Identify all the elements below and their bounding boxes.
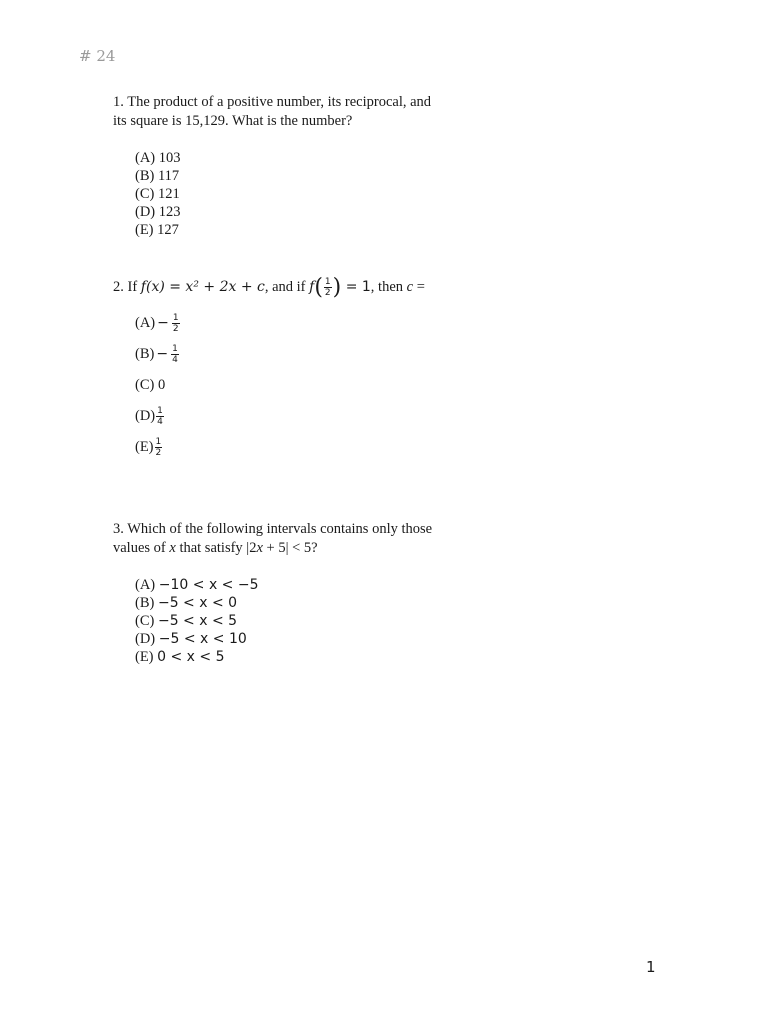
choice-expression: −5 < x < 10: [158, 631, 247, 647]
choice-2b: [135, 339, 473, 370]
question-2-prefix: 2. If: [113, 279, 141, 295]
choice-3e: [135, 648, 473, 666]
choice-1c: (C) 121: [135, 186, 180, 202]
choice-letter: (A): [135, 577, 156, 593]
choice-2d: [135, 401, 473, 432]
question-1-line-1: 1. The product of a positive number, its reciprocal, and: [113, 94, 432, 110]
choice-1e: (E) 127: [135, 222, 179, 238]
question-3-choices: [135, 576, 473, 666]
question-2-mid: , and if: [264, 279, 310, 295]
choice-3c: [135, 612, 473, 630]
choice-fraction: [155, 437, 163, 458]
question-2-equals: =: [413, 279, 425, 295]
choice-expression: 0 < x < 5: [157, 649, 225, 665]
choice-2c: [135, 370, 473, 401]
fraction-denominator: 2: [324, 288, 331, 298]
page-label: # 24: [79, 47, 116, 65]
question-3-x-symbol-2: x: [256, 540, 263, 556]
choice-2e: [135, 432, 473, 463]
question-3-line-2b: that satisfy |2: [175, 540, 257, 556]
choice-letter: (E): [135, 649, 154, 665]
question-2: [113, 277, 473, 463]
choice-letter: (D): [135, 631, 156, 647]
question-2-choices: [135, 308, 473, 463]
choice-3d: [135, 630, 473, 648]
choice-fraction: [171, 344, 179, 365]
question-2-function: f(x) = x² + 2x + c: [140, 279, 265, 295]
choice-letter: (D): [135, 408, 156, 424]
fraction-denominator: 2: [172, 324, 179, 334]
choice-3a: [135, 576, 473, 594]
left-paren: (: [314, 275, 323, 300]
question-3-line-2a: values of: [113, 540, 170, 556]
choice-letter: (B): [135, 346, 155, 362]
fraction-numerator: 1: [155, 437, 162, 447]
question-2-suffix: , then: [370, 279, 407, 295]
choice-expression: −5 < x < 0: [157, 595, 238, 611]
right-paren: ): [332, 275, 342, 300]
choice-letter: (C): [135, 613, 155, 629]
question-1-choices: [135, 149, 473, 239]
choice-fraction: [172, 313, 180, 334]
question-2-f-symbol: f: [309, 279, 315, 295]
choice-letter: (E): [135, 439, 154, 455]
fraction-numerator: 1: [172, 313, 179, 323]
choice-letter: (C): [135, 377, 155, 393]
question-3-line-2c: + 5| < 5?: [262, 540, 318, 556]
choice-1d: (D) 123: [135, 204, 181, 220]
question-1-text: [113, 93, 473, 131]
question-3: [113, 520, 473, 666]
fraction-denominator: 2: [155, 448, 162, 458]
question-2-c-symbol: c: [406, 279, 414, 295]
question-3-line-1: 3. Which of the following intervals contains only those: [113, 521, 433, 537]
question-2-text: [113, 277, 473, 298]
fraction-denominator: 4: [157, 417, 163, 427]
fraction-numerator: 1: [157, 406, 163, 416]
fraction-denominator: 4: [172, 355, 178, 365]
question-2-argument-fraction: [324, 277, 332, 298]
choice-expression: −10 < x < −5: [158, 577, 259, 593]
question-2-equals-one: = 1: [341, 279, 371, 295]
choice-1a: (A) 103: [135, 150, 181, 166]
choice-fraction: [156, 406, 164, 427]
choice-letter: (B): [135, 595, 155, 611]
question-3-x-symbol: x: [169, 540, 176, 556]
choice-2a: [135, 308, 473, 339]
question-1: [113, 93, 473, 239]
minus-sign: −: [156, 346, 169, 362]
choice-3b: [135, 594, 473, 612]
page-number: 1: [646, 958, 656, 976]
fraction-numerator: 1: [324, 277, 331, 287]
choice-expression: −5 < x < 5: [157, 613, 238, 629]
choice-letter: (A): [135, 315, 156, 331]
choice-value: 0: [157, 377, 166, 393]
choice-1b: (B) 117: [135, 168, 180, 184]
minus-sign: −: [157, 315, 169, 331]
fraction-numerator: 1: [172, 344, 178, 354]
question-3-text: [113, 520, 473, 558]
question-1-line-2: its square is 15,129. What is the number?: [113, 113, 353, 129]
